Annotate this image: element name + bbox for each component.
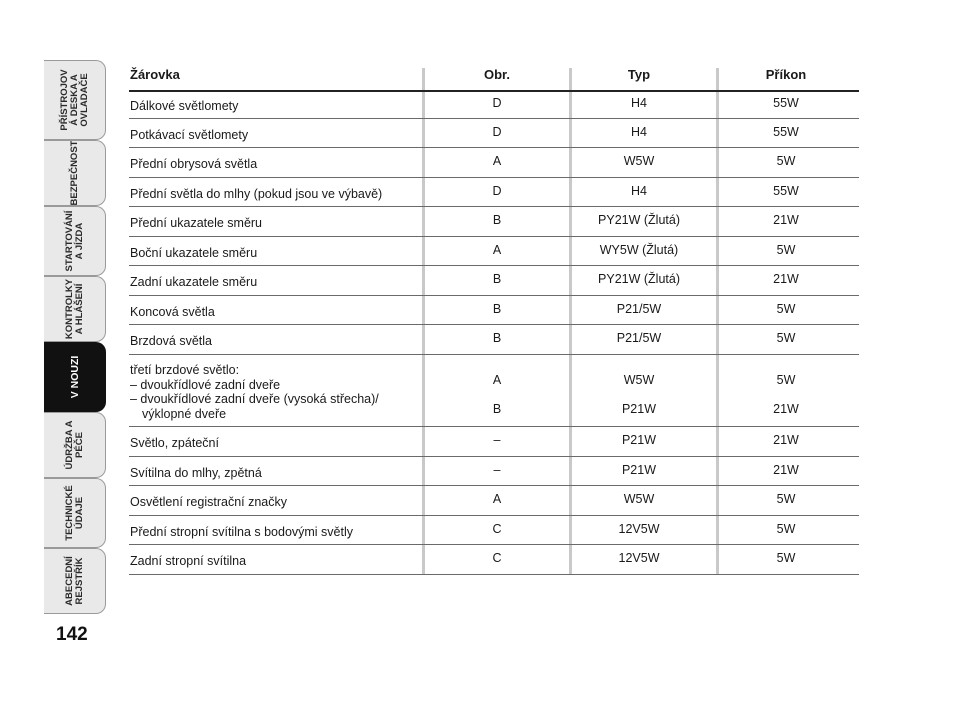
table-row: Přední světla do mlhy (pokud jsou ve výbavě) D H4 55W [129, 178, 859, 207]
table-row: Boční ukazatele směru A WY5W (Žlutá) 5W [129, 237, 859, 266]
table-row: Přední stropní svítilna s bodovými světly C 12V5W 5W [129, 516, 859, 545]
header-obr: Obr. [483, 67, 510, 82]
table-row: Dálkové světlomety D H4 55W [129, 90, 859, 119]
tab-technicke-udaje[interactable]: TECHNICKÉ ÚDAJE [44, 478, 106, 548]
table-row: Potkávací světlomety D H4 55W [129, 119, 859, 148]
table-row: Přední ukazatele směru B PY21W (Žlutá) 21W [129, 207, 859, 237]
tab-v-nouzi[interactable]: V NOUZI [44, 342, 106, 412]
page-number: 142 [56, 624, 88, 645]
table-row-third-brake-light: třetí brzdové světlo: – dvoukřídlové zadní dveře – dvoukřídlové zadní dveře (vysoká střecha)/ výklopné dveře A W5W 5W B P21W 21W [129, 355, 859, 427]
tab-abecedni-rejstrik[interactable]: ABECEDNÍ REJSTŘÍK [44, 548, 106, 614]
table-row: Přední obrysová světla A W5W 5W [129, 148, 859, 178]
header-typ: Typ [627, 67, 651, 82]
table-row: Světlo, zpáteční – P21W 21W [129, 427, 859, 457]
header-prikon: Příkon [765, 67, 807, 82]
table-header [129, 62, 859, 92]
table-row: Osvětlení registrační značky A W5W 5W [129, 486, 859, 516]
table-row: Brzdová světla B P21/5W 5W [129, 325, 859, 355]
table-row: Koncová světla B P21/5W 5W [129, 296, 859, 325]
table-row: Zadní stropní svítilna C 12V5W 5W [129, 545, 859, 575]
tab-pristrojova-deska[interactable]: PŘÍSTROJOV Á DESKA A OVLADAČE [44, 60, 106, 140]
tab-kontrolky[interactable]: KONTROLKY A HLÁŠENÍ [44, 276, 106, 342]
table-row: Svítilna do mlhy, zpětná – P21W 21W [129, 457, 859, 486]
table-row: Zadní ukazatele směru B PY21W (Žlutá) 21W [129, 266, 859, 296]
tab-bezpecnost[interactable]: BEZPEČNOST [44, 140, 106, 206]
header-zarovka: Žárovka [130, 67, 180, 82]
tab-udrzba[interactable]: ÚDRŽBA A PÉČE [44, 412, 106, 478]
tab-startovani[interactable]: STARTOVÁNÍ A JÍZDA [44, 206, 106, 276]
